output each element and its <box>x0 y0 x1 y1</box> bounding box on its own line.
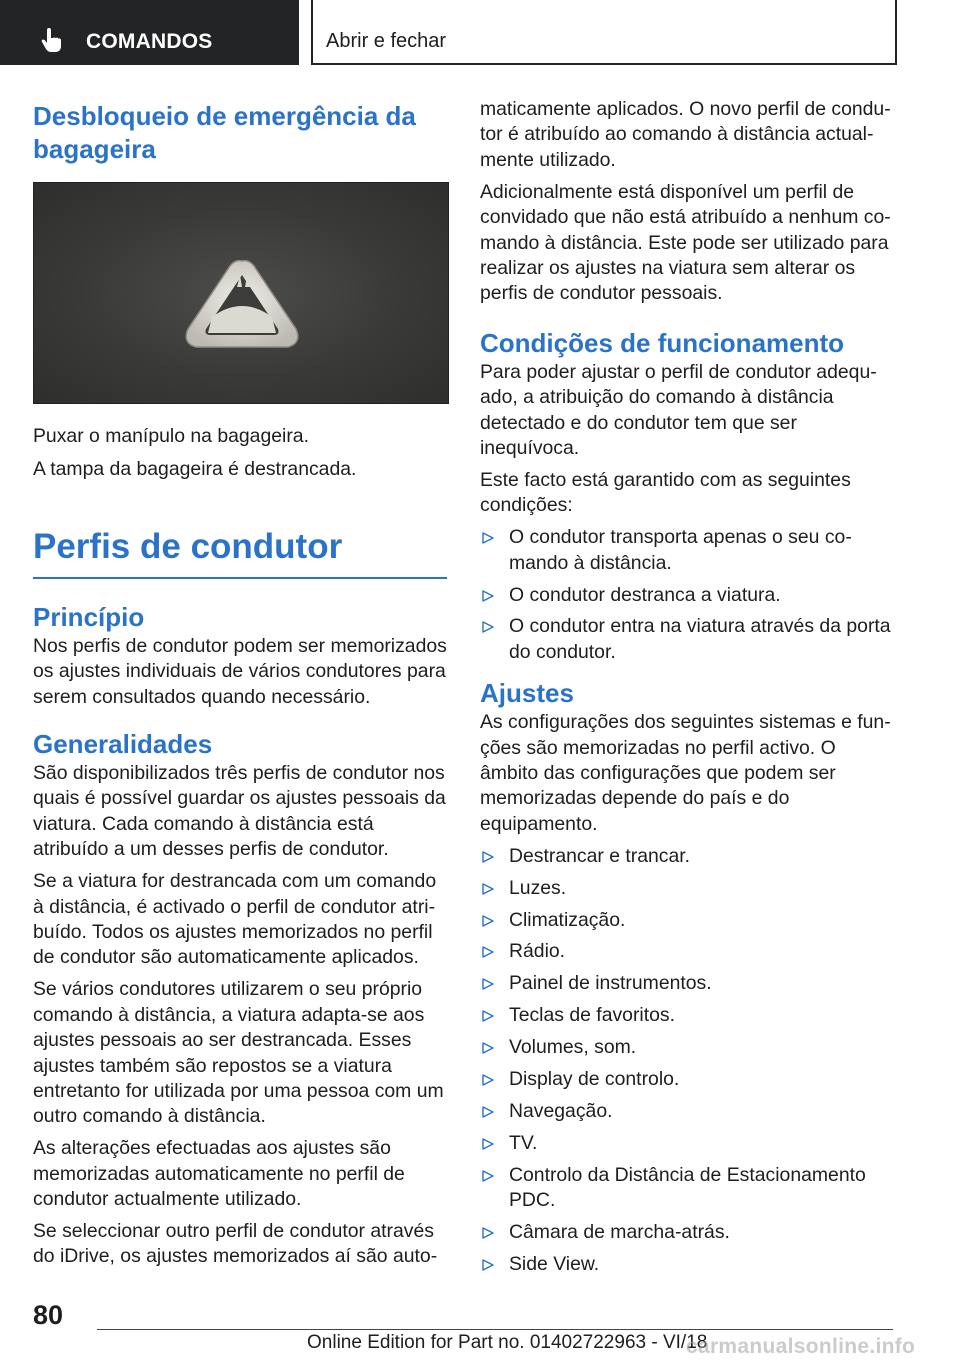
settings-paragraph: As configurações dos seguintes sistemas e funções são memorizadas no perfil activo. O âmbito das configurações que podem ser memorizadas depende do país e do equipamento. <box>480 711 891 835</box>
list-item <box>480 939 892 964</box>
list-item <box>480 614 892 665</box>
list-item-text: Rádio. <box>509 940 566 963</box>
emergency-title-line-1: Desbloqueio de emergência da <box>33 101 416 131</box>
list-item <box>480 525 892 576</box>
conditions-paragraph-2: Este facto está garantido com as seguintes condições: <box>480 468 851 517</box>
list-item <box>480 1003 892 1028</box>
header-section-title: COMANDOS <box>86 30 213 53</box>
list-item-text: O condutor entra na viatura através da porta do condutor. <box>509 615 891 663</box>
right-column <box>480 97 892 1284</box>
hand-pointer-icon <box>40 27 64 53</box>
list-item <box>480 1252 892 1277</box>
triangle-bullet-icon <box>482 946 494 958</box>
continued-paragraph-2: Adicionalmente está disponível um perfil de convidado que não está atribuído a nenhum comando à distância. Este pode ser utilizado para realizar os ajustes na viatura sem alterar os perfis de condutor pessoais. <box>480 180 891 305</box>
triangle-bullet-icon <box>482 532 494 544</box>
triangle-bullet-icon <box>482 1042 494 1054</box>
list-item <box>480 844 892 869</box>
driver-profiles-title: Perfis de condutor <box>33 525 447 579</box>
header-chapter-title: Abrir e fechar <box>326 30 447 52</box>
triangle-bullet-icon <box>482 1170 494 1182</box>
list-item <box>480 971 892 996</box>
triangle-bullet-icon <box>482 851 494 863</box>
triangle-bullet-icon <box>482 621 494 633</box>
conditions-paragraph-1: Para poder ajustar o perfil de condutor adequado, a atribuição do comando à distância detectado e do condutor tem que ser inequívoca. <box>480 360 877 459</box>
header-section-tab <box>0 0 299 65</box>
list-item <box>480 876 892 901</box>
general-paragraph-4: As alterações efectuadas aos ajustes são memorizadas automaticamente no perfil de condutor actualmente utilizado. <box>33 1137 405 1211</box>
emergency-title-line-2: bagageira <box>33 134 156 164</box>
triangle-bullet-icon <box>482 915 494 927</box>
triangle-bullet-icon <box>482 978 494 990</box>
list-item-text: Side View. <box>509 1253 600 1276</box>
watermark: carmanualsonline.info <box>686 1335 916 1358</box>
list-item <box>480 1067 892 1092</box>
page-number: 80 <box>33 1300 64 1330</box>
list-item-text: O condutor transporta apenas o seu comando à distância. <box>509 526 852 574</box>
principle-text: Nos perfis de condutor podem ser memorizados os ajustes individuais de vários condutores para serem consultados quando necessário. <box>33 634 447 708</box>
settings-list <box>480 844 892 1278</box>
list-item <box>480 1220 892 1245</box>
list-item <box>480 908 892 933</box>
principle-title: Princípio <box>33 601 145 632</box>
list-item <box>480 1131 892 1156</box>
triangle-bullet-icon <box>482 1227 494 1239</box>
general-paragraph-5: Se seleccionar outro perfil de condutor através do iDrive, os ajustes memorizados aí são auto- <box>33 1219 438 1268</box>
list-item-text: Controlo da Distância de Estacionamento PDC. <box>509 1163 866 1212</box>
trunk-release-handle-image <box>33 182 449 404</box>
list-item-text: Volumes, som. <box>509 1036 637 1059</box>
emergency-instruction: Puxar o manípulo na bagageira. <box>33 425 309 447</box>
edition-footer: Online Edition for Part no. 01402722963 - VI/18 <box>307 1332 708 1353</box>
list-item-text: O condutor destranca a viatura. <box>509 583 781 606</box>
glow-triangle-handle-icon <box>34 183 448 403</box>
conditions-list <box>480 525 892 665</box>
triangle-bullet-icon <box>482 1138 494 1150</box>
list-item-text: Climatização. <box>509 908 626 931</box>
list-item <box>480 1163 892 1214</box>
settings-title: Ajustes <box>480 678 574 709</box>
footer-rule <box>97 1329 893 1330</box>
triangle-bullet-icon <box>482 883 494 895</box>
emergency-result: A tampa da bagageira é destrancada. <box>33 458 357 481</box>
triangle-bullet-icon <box>482 1010 494 1022</box>
triangle-bullet-icon <box>482 590 494 602</box>
list-item-text: TV. <box>509 1131 538 1154</box>
list-item <box>480 1099 892 1124</box>
list-item-text: Display de controlo. <box>509 1068 680 1091</box>
general-paragraph-3: Se vários condutores utilizarem o seu próprio comando à distância, a viatura adapta-se aos ajustes pessoais ao ser destrancada. Esses ajustes também são repostos se a viatura entretanto for utilizada por uma pessoa com um outro comando à distância. <box>33 978 444 1128</box>
triangle-bullet-icon <box>482 1259 494 1271</box>
conditions-title: Condições de funcionamento <box>480 327 845 358</box>
list-item-text: Destrancar e trancar. <box>509 844 691 867</box>
list-item-text: Painel de instrumentos. <box>509 972 712 995</box>
list-item-text: Luzes. <box>509 876 567 899</box>
list-item <box>480 1035 892 1060</box>
list-item-text: Navegação. <box>509 1100 613 1122</box>
emergency-release-title <box>33 100 447 166</box>
list-item <box>480 583 892 608</box>
general-paragraph-2: Se a viatura for destrancada com um comando à distância, é activado o perfil de condutor atribuído. Todos os ajustes memorizados no perfil de condutor são automaticamente aplicados. <box>33 870 437 969</box>
triangle-bullet-icon <box>482 1106 494 1118</box>
general-paragraph-1: São disponibilizados três perfis de condutor nos quais é possível guardar os ajustes pessoais da viatura. Cada comando à distância está atribuído a um desses perfis de condutor. <box>33 762 446 861</box>
general-title: Generalidades <box>33 729 213 760</box>
list-item-text: Teclas de favoritos. <box>509 1004 675 1027</box>
left-column <box>33 100 447 1270</box>
continued-paragraph-1: maticamente aplicados. O novo perfil de condutor é atribuído ao comando à distância actualmente utilizado. <box>480 98 891 171</box>
list-item-text: Câmara de marcha-atrás. <box>509 1221 730 1244</box>
triangle-bullet-icon <box>482 1074 494 1086</box>
